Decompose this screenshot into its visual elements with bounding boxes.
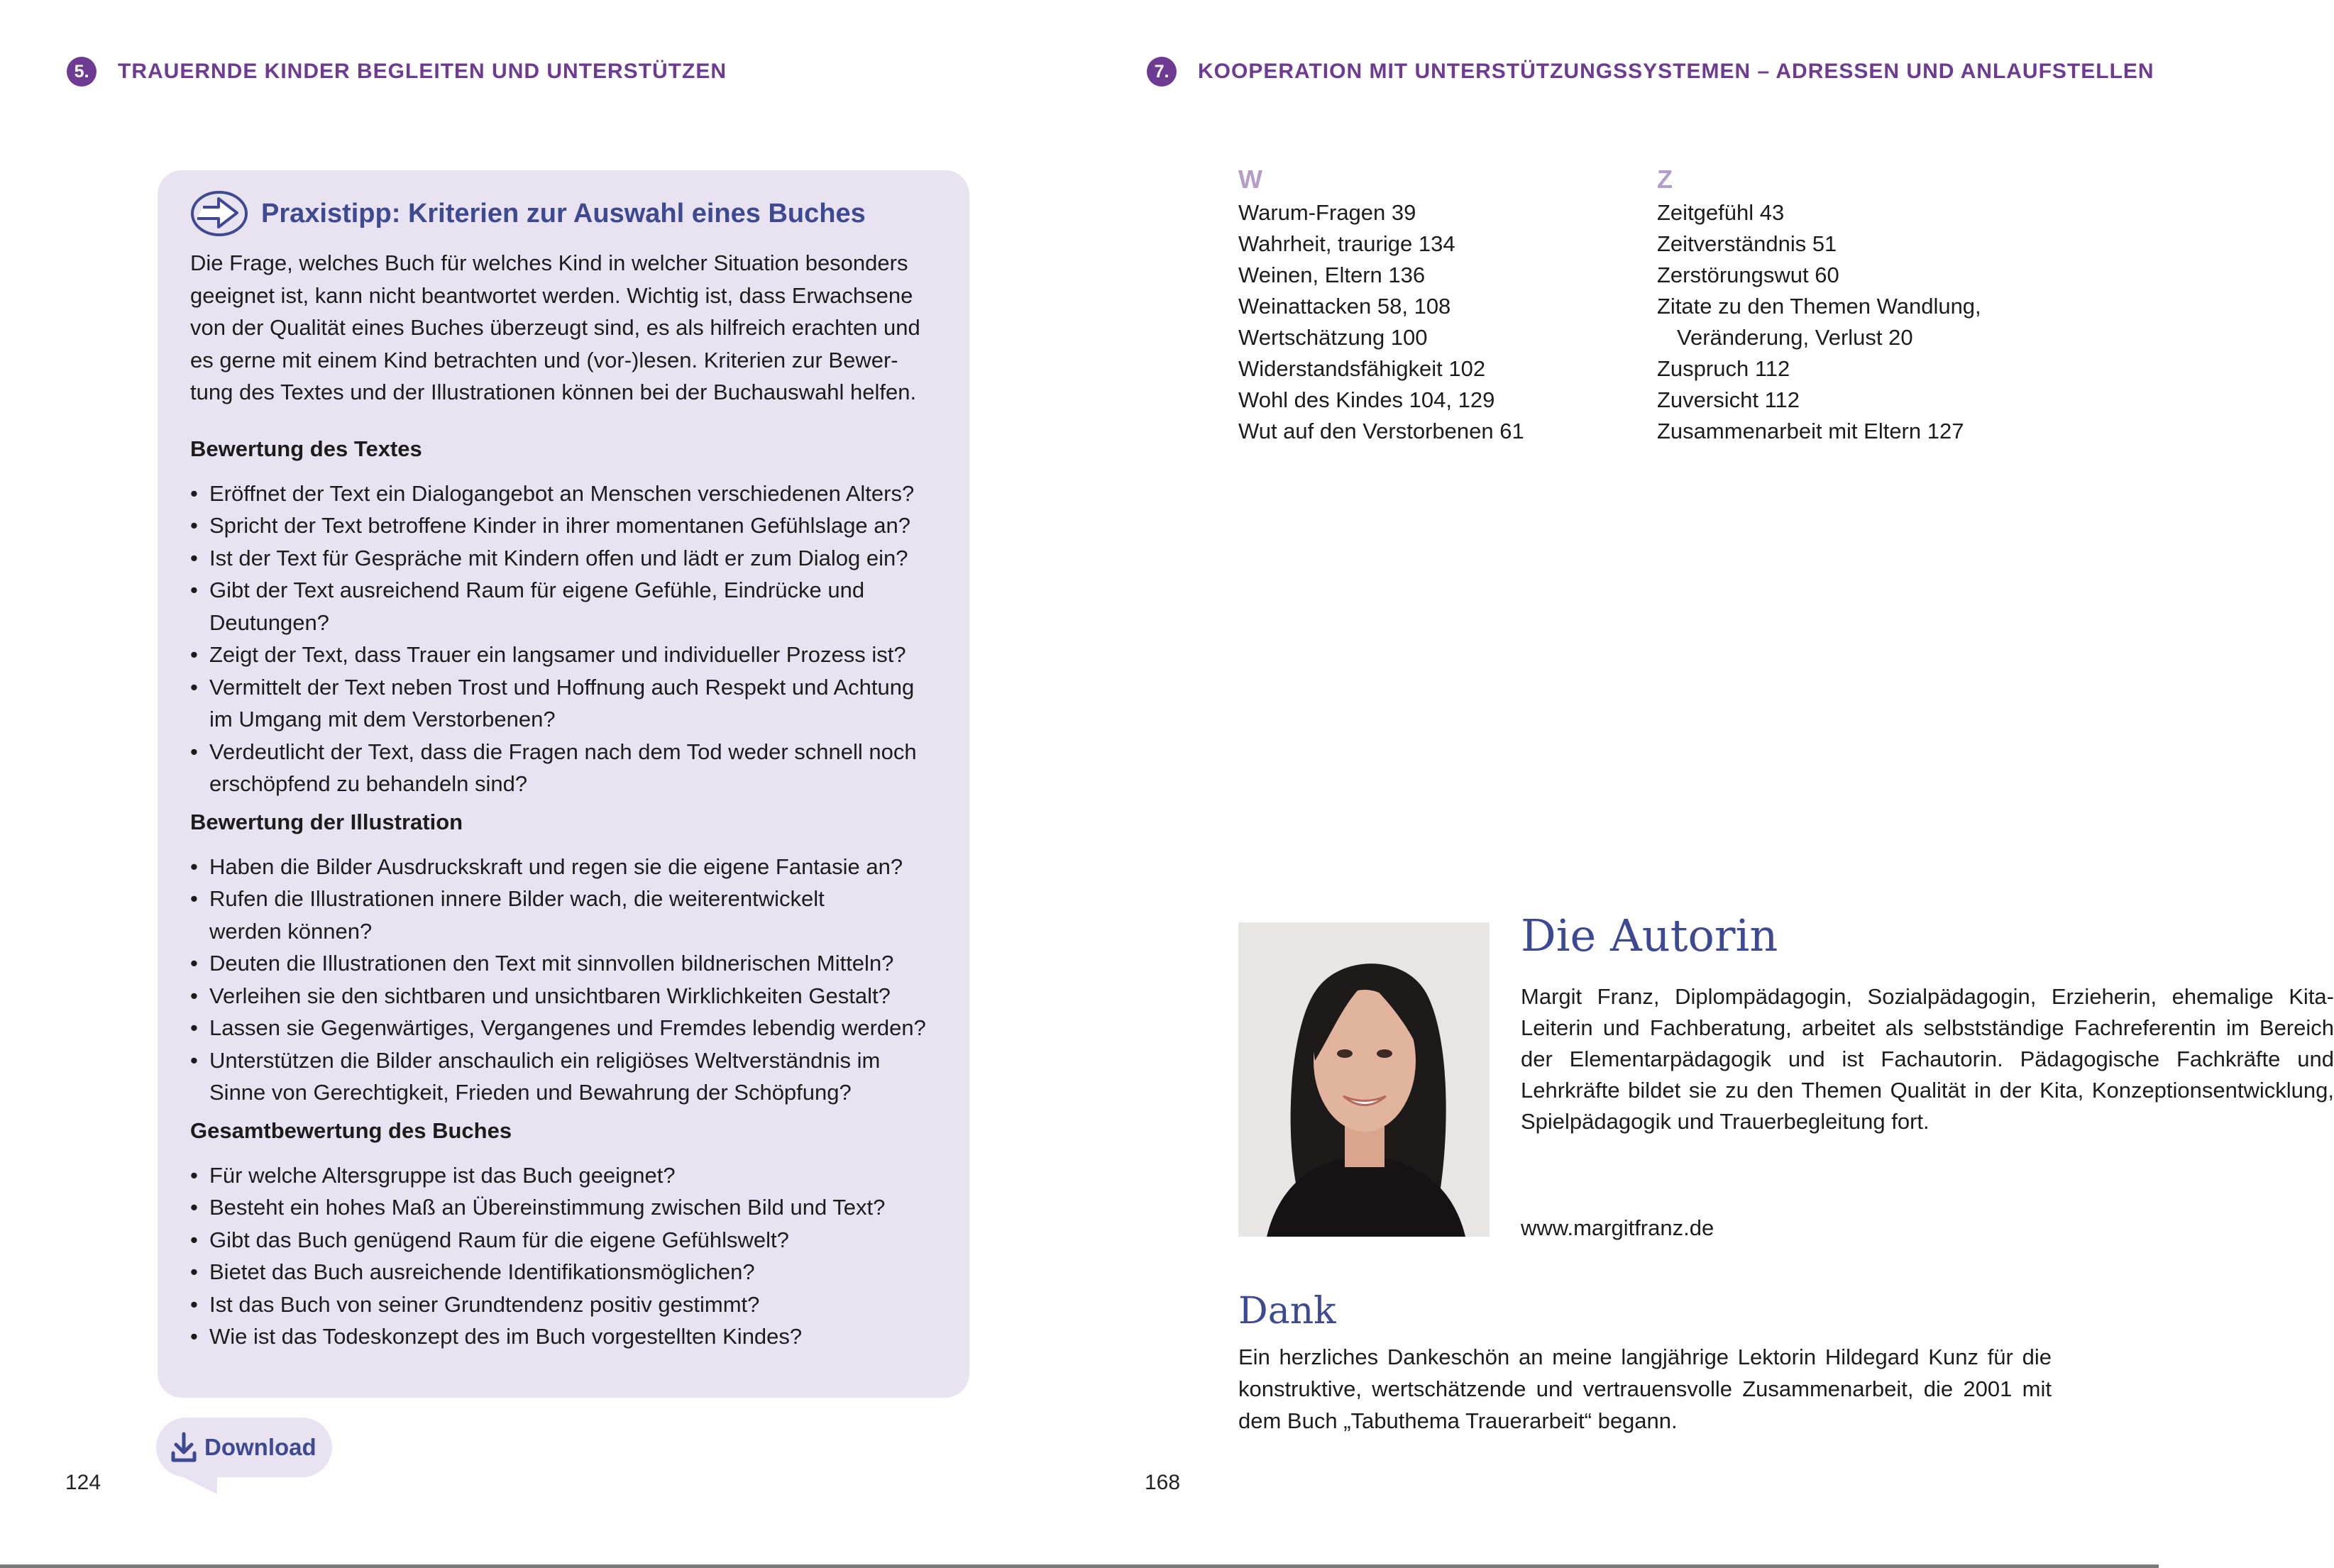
list-item: [190, 883, 935, 947]
index-entry: Zuversicht 112: [1657, 387, 1800, 412]
index-entry: Wahrheit, traurige 134: [1238, 231, 1455, 256]
item-line: werden können?: [209, 918, 373, 944]
list-item: [190, 1191, 935, 1224]
chapter-header: [1147, 57, 2154, 87]
illustration-criteria-list: [190, 851, 935, 1109]
item-line: Für welche Altersgruppe ist das Buch geeignet?: [209, 1162, 676, 1188]
left-page: [0, 0, 1079, 1568]
list-item: [190, 851, 935, 883]
list-item: [190, 1159, 935, 1192]
item-line: Bietet das Buch ausreichende Identifikationsmöglichen?: [209, 1259, 755, 1284]
item-line: Deutungen?: [209, 609, 329, 635]
chapter-number-badge: 5.: [67, 57, 97, 87]
index-entry: Weinen, Eltern 136: [1238, 263, 1426, 287]
list-item: [190, 947, 935, 980]
intro-line: Die Frage, welches Buch für welches Kind in welcher Situation besonders: [190, 250, 908, 275]
item-line: Ist der Text für Gespräche mit Kindern offen und lädt er zum Dialog ein?: [209, 545, 908, 570]
chapter-title: KOOPERATION MIT UNTERSTÜTZUNGSSYSTEMEN – ADRESSEN UND ANLAUFSTELLEN: [1198, 60, 2154, 83]
list-item: [190, 1012, 935, 1044]
index-entry: Zeitgefühl 43: [1657, 200, 1785, 225]
index-entry: Wohl des Kindes 104, 129: [1238, 387, 1495, 412]
list-item: [190, 639, 935, 671]
download-icon: [170, 1432, 197, 1463]
item-line: erschöpfend zu behandeln sind?: [209, 771, 528, 796]
list-item: [190, 1044, 935, 1109]
index-entry: Zitate zu den Themen Wandlung,: [1657, 294, 1981, 319]
list-item: [190, 1256, 935, 1288]
item-line: Gibt der Text ausreichend Raum für eigene Gefühle, Eindrücke und: [209, 578, 865, 602]
item-line: Verleihen sie den sichtbaren und unsichtbaren Wirklichkeiten Gestalt?: [209, 983, 891, 1008]
index-entry: Zusammenarbeit mit Eltern 127: [1657, 419, 1964, 443]
list-item: [190, 477, 935, 510]
item-line: Deuten die Illustrationen den Text mit sinnvollen bildnerischen Mitteln?: [209, 951, 894, 976]
item-line: Spricht der Text betroffene Kinder in ihrer momentanen Gefühlslage an?: [209, 513, 911, 538]
index-entry: Widerstandsfähigkeit 102: [1238, 356, 1486, 381]
item-line: Vermittelt der Text neben Trost und Hoffnung auch Respekt und Achtung: [209, 674, 915, 700]
list-item: [190, 509, 935, 542]
section-heading-illustration: Bewertung der Illustration: [190, 809, 463, 834]
index-entry: Weinattacken 58, 108: [1238, 294, 1451, 319]
item-line: im Umgang mit dem Verstorbenen?: [209, 707, 556, 731]
item-line: Rufen die Illustrationen innere Bilder wach, die weiterentwickelt: [209, 886, 825, 911]
section-heading-overall: Gesamtbewertung des Buches: [190, 1117, 512, 1143]
author-photo: [1238, 922, 1490, 1237]
author-bio: Margit Franz, Diplompädagogin, Sozialpädagogin, Erzieherin, ehemalige Kita-Leiterin und Fachberatung, arbeitet als selbstständige Fachreferentin im Bereich der Elementarpädagogik und ist Fachautorin. Pädagogische Fachkräfte und Lehrkräfte bildet sie zu den Themen Qualität in der Kita, Konzeptionsentwicklung, Spielpädagogik und Trauerbegleitung fort.: [1521, 984, 2334, 1134]
bottom-divider: [0, 1564, 2159, 1568]
index-entry: Wut auf den Verstorbenen 61: [1238, 419, 1524, 443]
index-entry: Zuspruch 112: [1657, 356, 1790, 381]
index-letter: W: [1238, 165, 1262, 194]
index-entry: Wertschätzung 100: [1238, 325, 1428, 350]
intro-line: geeignet ist, kann nicht beantwortet werden. Wichtig ist, dass Erwachsene: [190, 282, 913, 308]
item-line: Wie ist das Todeskonzept des im Buch vorgestellten Kindes?: [209, 1324, 803, 1349]
item-line: Verdeutlicht der Text, dass die Fragen nach dem Tod weder schnell noch: [209, 739, 917, 764]
author-portrait-image: [1238, 922, 1490, 1237]
item-line: Eröffnet der Text ein Dialogangebot an Menschen verschiedenen Alters?: [209, 480, 915, 506]
index-column-w: [1238, 163, 1524, 447]
list-item: [190, 980, 935, 1012]
acknowledgement-text: Ein herzliches Dankeschön an meine langjährige Lektorin Hildegard Kunz für die konstruktive, wertschätzende und vertrauensvolle Zusammenarbeit, die 2001 mit dem Buch „Tabuthema Trauerarbeit“ begann.: [1238, 1345, 2052, 1433]
item-line: Zeigt der Text, dass Trauer ein langsamer und individueller Prozess ist?: [209, 642, 906, 667]
section-heading-text: Bewertung des Textes: [190, 436, 422, 461]
page-number: 124: [65, 1471, 101, 1494]
download-button[interactable]: [156, 1418, 332, 1477]
list-item: [190, 542, 935, 575]
item-line: Haben die Bilder Ausdruckskraft und regen sie die eigene Fantasie an?: [209, 854, 903, 879]
item-line: Unterstützen die Bilder anschaulich ein religiöses Weltverständnis im: [209, 1047, 881, 1073]
item-line: Ist das Buch von seiner Grundtendenz positiv gestimmt?: [209, 1291, 760, 1317]
item-line: Besteht ein hohes Maß an Übereinstimmung zwischen Bild und Text?: [209, 1195, 886, 1220]
index-letter: Z: [1657, 165, 1673, 194]
arrow-tip-icon: [190, 190, 248, 237]
intro-line: tung des Textes und der Illustrationen können bei der Buchauswahl helfen.: [190, 380, 917, 404]
praxistipp-intro: [190, 247, 935, 409]
item-line: Gibt das Buch genügend Raum für die eigene Gefühlswelt?: [209, 1227, 789, 1252]
download-label: Download: [204, 1434, 316, 1460]
acknowledgement-heading: Dank: [1238, 1290, 1336, 1332]
overall-criteria-list: [190, 1159, 935, 1353]
praxistipp-title: Praxistipp: Kriterien zur Auswahl eines Buches: [261, 198, 866, 228]
index-column-z: [1657, 163, 1981, 447]
index-entry: Warum-Fragen 39: [1238, 200, 1416, 225]
index-entry: Veränderung, Verlust 20: [1677, 325, 1913, 350]
chapter-header: [67, 57, 727, 87]
index-entry: Zerstörungswut 60: [1657, 263, 1839, 287]
list-item: [190, 671, 935, 736]
list-item: [190, 1320, 935, 1353]
chapter-title: TRAUERNDE KINDER BEGLEITEN UND UNTERSTÜTZEN: [118, 60, 727, 83]
chapter-number-badge: 7.: [1147, 57, 1177, 87]
author-website-link[interactable]: www.margitfranz.de: [1521, 1215, 1714, 1240]
author-heading: Die Autorin: [1521, 910, 1778, 961]
list-item: [190, 1288, 935, 1321]
index-entry: Zeitverständnis 51: [1657, 231, 1837, 256]
list-item: [190, 574, 935, 639]
list-item: [190, 1224, 935, 1257]
praxistipp-box: [158, 170, 969, 1398]
list-item: [190, 736, 935, 800]
intro-line: von der Qualität eines Buches überzeugt sind, es als hilfreich erachten und: [190, 315, 920, 340]
praxistipp-header: [190, 190, 935, 237]
text-criteria-list: [190, 477, 935, 800]
item-line: Lassen sie Gegenwärtiges, Vergangenes und Fremdes lebendig werden?: [209, 1015, 926, 1040]
page-number: 168: [1145, 1471, 1181, 1494]
intro-line: es gerne mit einem Kind betrachten und (vor-)lesen. Kriterien zur Bewer-: [190, 347, 898, 372]
item-line: Sinne von Gerechtigkeit, Frieden und Bewahrung der Schöpfung?: [209, 1080, 852, 1105]
